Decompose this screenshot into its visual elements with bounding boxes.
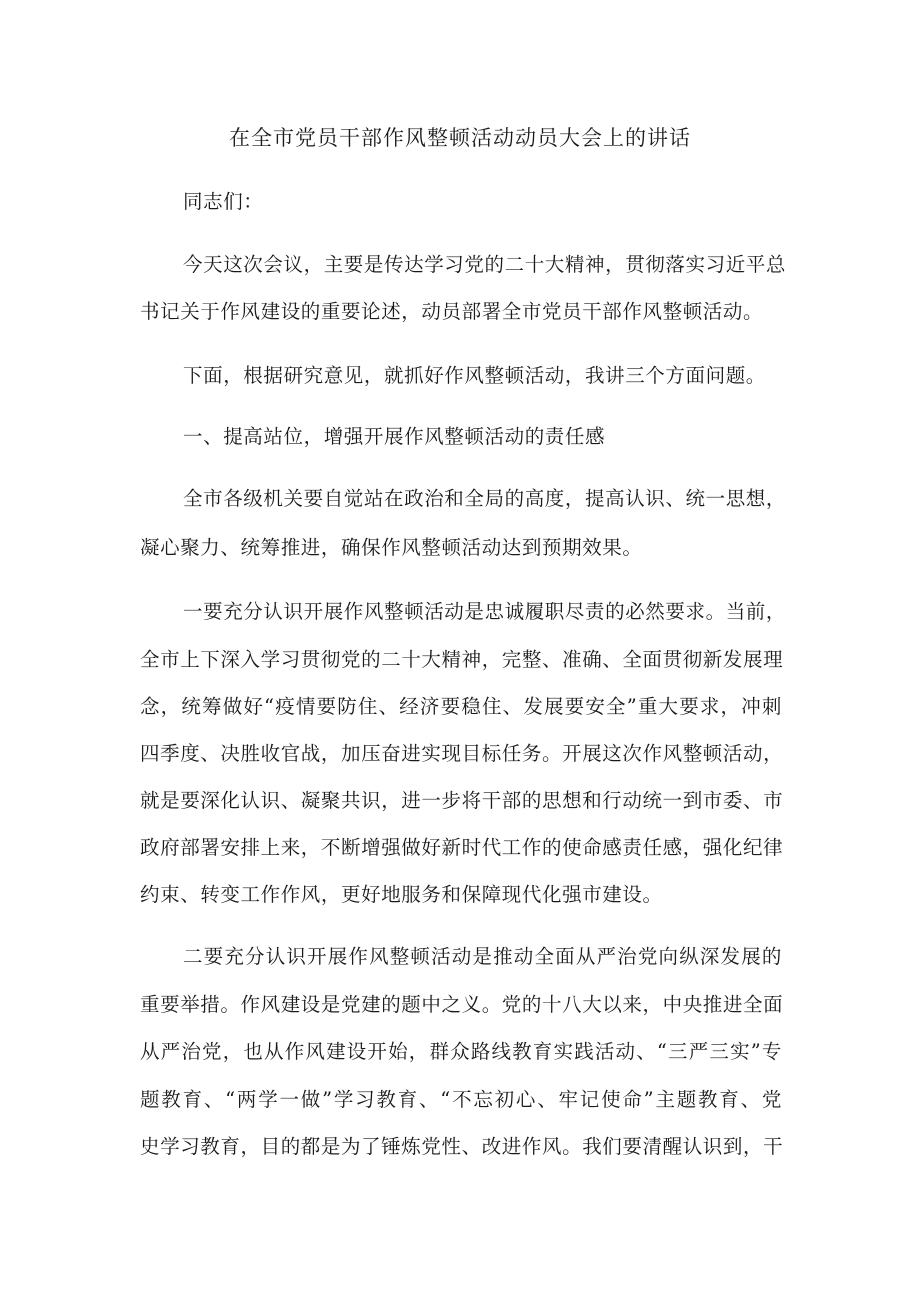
paragraph-5-line-1: 二要充分认识开展作风整顿活动是推动全面从严治党向纵深发展的 bbox=[183, 945, 782, 968]
paragraph-4-line-1: 一要充分认识开展作风整顿活动是忠诚履职尽责的必然要求。当前， bbox=[183, 600, 787, 623]
paragraph-4-line-7: 约束、转变工作作风，更好地服务和保障现代化强市建设。 bbox=[140, 883, 663, 906]
paragraph-5-line-5: 史学习教育，目的都是为了锤炼党性、改进作风。我们要清醒认识到，干 bbox=[140, 1135, 784, 1158]
salutation: 同志们： bbox=[183, 190, 264, 213]
paragraph-1-line-1: 今天这次会议，主要是传达学习党的二十大精神，贯彻落实习近平总 bbox=[183, 253, 787, 276]
paragraph-5-line-4: 题教育、“两学一做”学习教育、“不忘初心、牢记使命”主题教育、党 bbox=[140, 1088, 782, 1111]
document-title: 在全市党员干部作风整顿活动动员大会上的讲话 bbox=[229, 126, 691, 150]
paragraph-5-line-3: 从严治党，也从作风建设开始，群众路线教育实践活动、“三严三实”专 bbox=[140, 1040, 782, 1063]
paragraph-5-line-2: 重要举措。作风建设是党建的题中之义。党的十八大以来，中央推进全面 bbox=[140, 993, 784, 1016]
paragraph-2: 下面，根据研究意见，就抓好作风整顿活动，我讲三个方面问题。 bbox=[183, 364, 766, 387]
paragraph-4-line-4: 四季度、决胜收官战，加压奋进实现目标任务。开展这次作风整顿活动， bbox=[140, 742, 784, 765]
paragraph-4-line-2: 全市上下深入学习贯彻党的二十大精神，完整、准确、全面贯彻新发展理 bbox=[140, 648, 784, 671]
paragraph-3-line-1: 全市各级机关要自觉站在政治和全局的高度，提高认识、统一思想， bbox=[183, 487, 787, 510]
section-heading-1: 一、提高站位，增强开展作风整顿活动的责任感 bbox=[183, 425, 606, 448]
paragraph-1-line-2: 书记关于作风建设的重要论述，动员部署全市党员干部作风整顿活动。 bbox=[140, 300, 764, 323]
paragraph-3-line-2: 凝心聚力、统筹推进，确保作风整顿活动达到预期效果。 bbox=[140, 536, 643, 559]
paragraph-4-line-6: 政府部署安排上来，不断增强做好新时代工作的使命感责任感，强化纪律 bbox=[140, 836, 784, 859]
paragraph-4-line-3: 念，统筹做好“疫情要防住、经济要稳住、发展要安全”重大要求，冲刺 bbox=[140, 695, 782, 718]
paragraph-4-line-5: 就是要深化认识、凝聚共识，进一步将干部的思想和行动统一到市委、市 bbox=[140, 789, 784, 812]
